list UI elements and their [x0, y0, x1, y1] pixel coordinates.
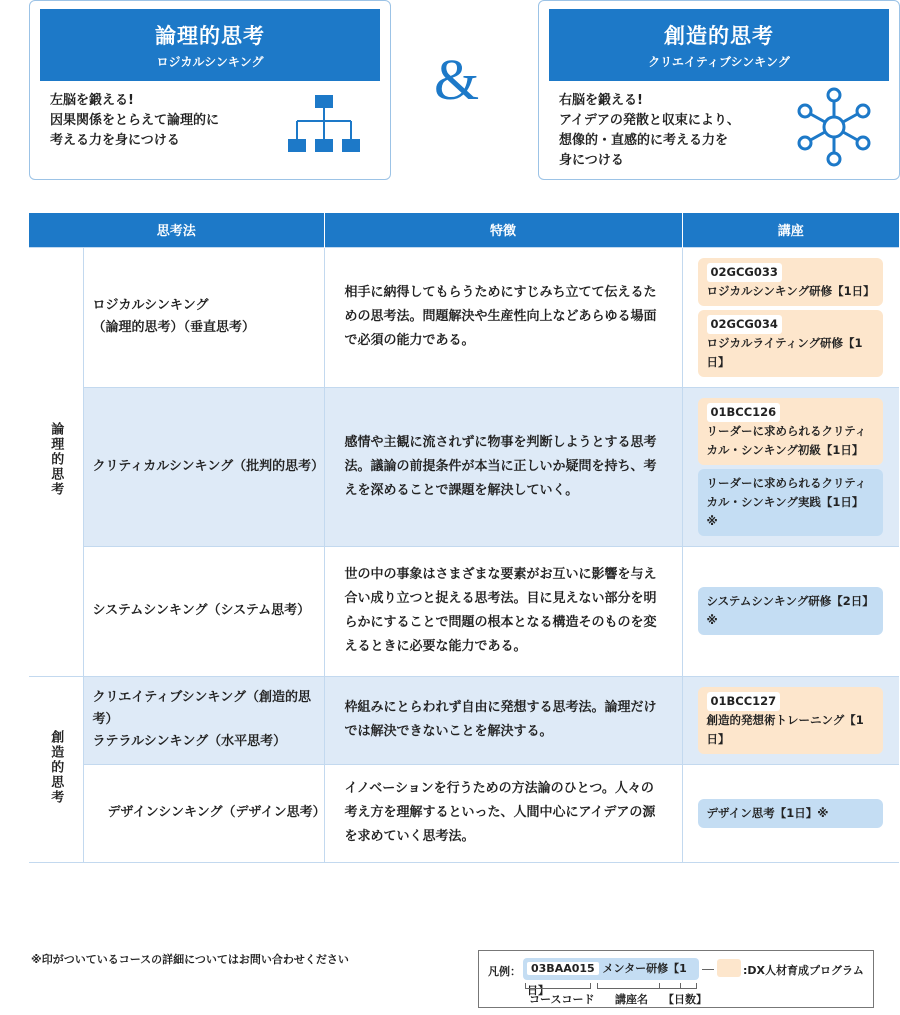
- hierarchy-icon: [287, 95, 363, 155]
- method-feature: 相手に納得してもらうためにすじみち立てて伝えるための思考法。問題解決や生産性向上などあらゆる場面で必須の能力である。: [324, 247, 682, 387]
- logical-card-title: 論理的思考: [155, 24, 265, 48]
- course-name: システムシンキング研修【2日】※: [706, 594, 874, 627]
- creative-card-line: 右脳を鍛える!: [559, 93, 643, 108]
- method-line: クリエイティブシンキング（創造的思考）: [92, 690, 311, 727]
- method-feature: 感情や主観に流されずに物事を判断しようとする思考法。議論の前提条件が本当に正しいか疑問を持ち、考えを深めることで課題を解決していく。: [324, 387, 682, 546]
- course-chip[interactable]: [698, 687, 884, 754]
- thinking-methods-table: [29, 213, 899, 863]
- creative-thinking-card: [538, 0, 900, 180]
- legend-days-bracket: [659, 983, 697, 989]
- logical-card-header: [40, 9, 380, 81]
- logical-card-line: 左脳を鍛える!: [50, 93, 134, 108]
- logical-card-subtitle: ロジカルシンキング: [156, 55, 264, 69]
- creative-card-line: アイデアの発散と収束により、: [559, 113, 740, 128]
- legend-code-caption: コースコード: [529, 993, 595, 1006]
- legend-sample-course: [523, 958, 699, 997]
- course-name: デザイン思考【1日】※: [706, 805, 829, 820]
- legend-sample-code: 03BAA015: [527, 962, 599, 975]
- course-name: リーダーに求められるクリティカル・シンキング実践【1日】※: [706, 475, 867, 528]
- course-name: リーダーに求められるクリティカル・シンキング初級【1日】: [706, 423, 867, 457]
- footnote: ※印がついているコースの詳細についてはお問い合わせください: [31, 953, 349, 966]
- course-code: 02GCG034: [707, 315, 782, 334]
- network-icon: [794, 87, 874, 167]
- creative-card-description: [559, 91, 789, 171]
- legend-name-caption: 講座名: [615, 993, 648, 1006]
- method-feature: イノベーションを行うための方法論のひとつ。人々の考え方を理解するといった、人間中心にアイデアの源を求めていく思考法。: [324, 764, 682, 862]
- course-code: 02GCG033: [707, 263, 782, 282]
- method-name: [83, 676, 324, 764]
- course-name: ロジカルライティング研修【1日】: [706, 335, 863, 369]
- course-list: [682, 764, 899, 862]
- method-feature: 世の中の事象はさまざまな要素がお互いに影響を与え合い成り立つと捉える思考法。目に見えない部分を明らかにすることで問題の根本となる構造そのものを変えるときに必要な能力である。: [324, 546, 682, 676]
- method-line: クリティカルシンキング（批判的思考）: [92, 458, 325, 474]
- logical-thinking-card: [29, 0, 391, 180]
- course-chip[interactable]: [698, 469, 884, 536]
- ampersand-symbol: &: [434, 47, 480, 112]
- table-row: [29, 676, 899, 764]
- logical-card-line: 因果関係をとらえて論理的に: [50, 113, 220, 128]
- course-chip[interactable]: [698, 258, 884, 306]
- method-line: ロジカルシンキング: [92, 298, 209, 313]
- table-row: [29, 546, 899, 676]
- course-chip[interactable]: [698, 398, 884, 465]
- legend-dx-swatch: [717, 959, 741, 977]
- header-course: 講座: [682, 213, 899, 247]
- header-feature: 特徴: [324, 213, 682, 247]
- legend-code-bracket: [525, 983, 591, 989]
- method-line: （論理的思考）（垂直思考）: [92, 320, 256, 335]
- creative-card-line: 想像的・直感的に考える力を: [559, 133, 729, 148]
- legend-sample-name: メンター研修【1日】: [527, 962, 687, 997]
- creative-card-title: 創造的思考: [664, 24, 774, 48]
- course-name: ロジカルシンキング研修【1日】: [706, 283, 875, 298]
- method-name: [83, 247, 324, 387]
- legend-days-caption: 【日数】: [663, 993, 707, 1006]
- creative-card-line: 身につける: [559, 153, 624, 168]
- category-label: 論理的思考: [48, 422, 64, 497]
- method-feature: 枠組みにとらわれず自由に発想する思考法。論理だけでは解決できないことを解決する。: [324, 676, 682, 764]
- category-creative: [29, 676, 83, 862]
- creative-card-header: [549, 9, 889, 81]
- method-line: ラテラルシンキング（水平思考）: [92, 734, 287, 749]
- method-name: [83, 387, 324, 546]
- course-name: 創造的発想術トレーニング【1日】: [706, 712, 864, 746]
- course-code: 01BCC126: [707, 403, 781, 422]
- course-code: 01BCC127: [707, 692, 781, 711]
- legend-label: 凡例：: [488, 965, 521, 978]
- table-row: [29, 387, 899, 546]
- legend-connector: [702, 969, 714, 970]
- legend-dx-label: :DX人材育成プログラム: [743, 964, 864, 977]
- logical-card-line: 考える力を身につける: [50, 133, 180, 148]
- course-chip[interactable]: [698, 799, 884, 828]
- category-logical: [29, 247, 83, 676]
- table-row: [29, 247, 899, 387]
- course-list: [682, 247, 899, 387]
- table-row: [29, 764, 899, 862]
- course-list: [682, 546, 899, 676]
- legend-box: [478, 950, 874, 1008]
- course-list: [682, 387, 899, 546]
- table-header-row: [29, 213, 899, 247]
- course-list: [682, 676, 899, 764]
- course-chip[interactable]: [698, 310, 884, 377]
- category-label: 創造的思考: [48, 729, 64, 805]
- header-method: 思考法: [29, 213, 324, 247]
- creative-card-subtitle: クリエイティブシンキング: [648, 55, 790, 69]
- method-line: システムシンキング（システム思考）: [92, 603, 311, 618]
- table-bottom-border: [29, 862, 899, 863]
- logical-card-description: [50, 91, 280, 151]
- method-line: デザインシンキング（デザイン思考）: [107, 805, 326, 820]
- method-name: [83, 546, 324, 676]
- method-name: [83, 764, 324, 862]
- course-chip[interactable]: [698, 587, 884, 635]
